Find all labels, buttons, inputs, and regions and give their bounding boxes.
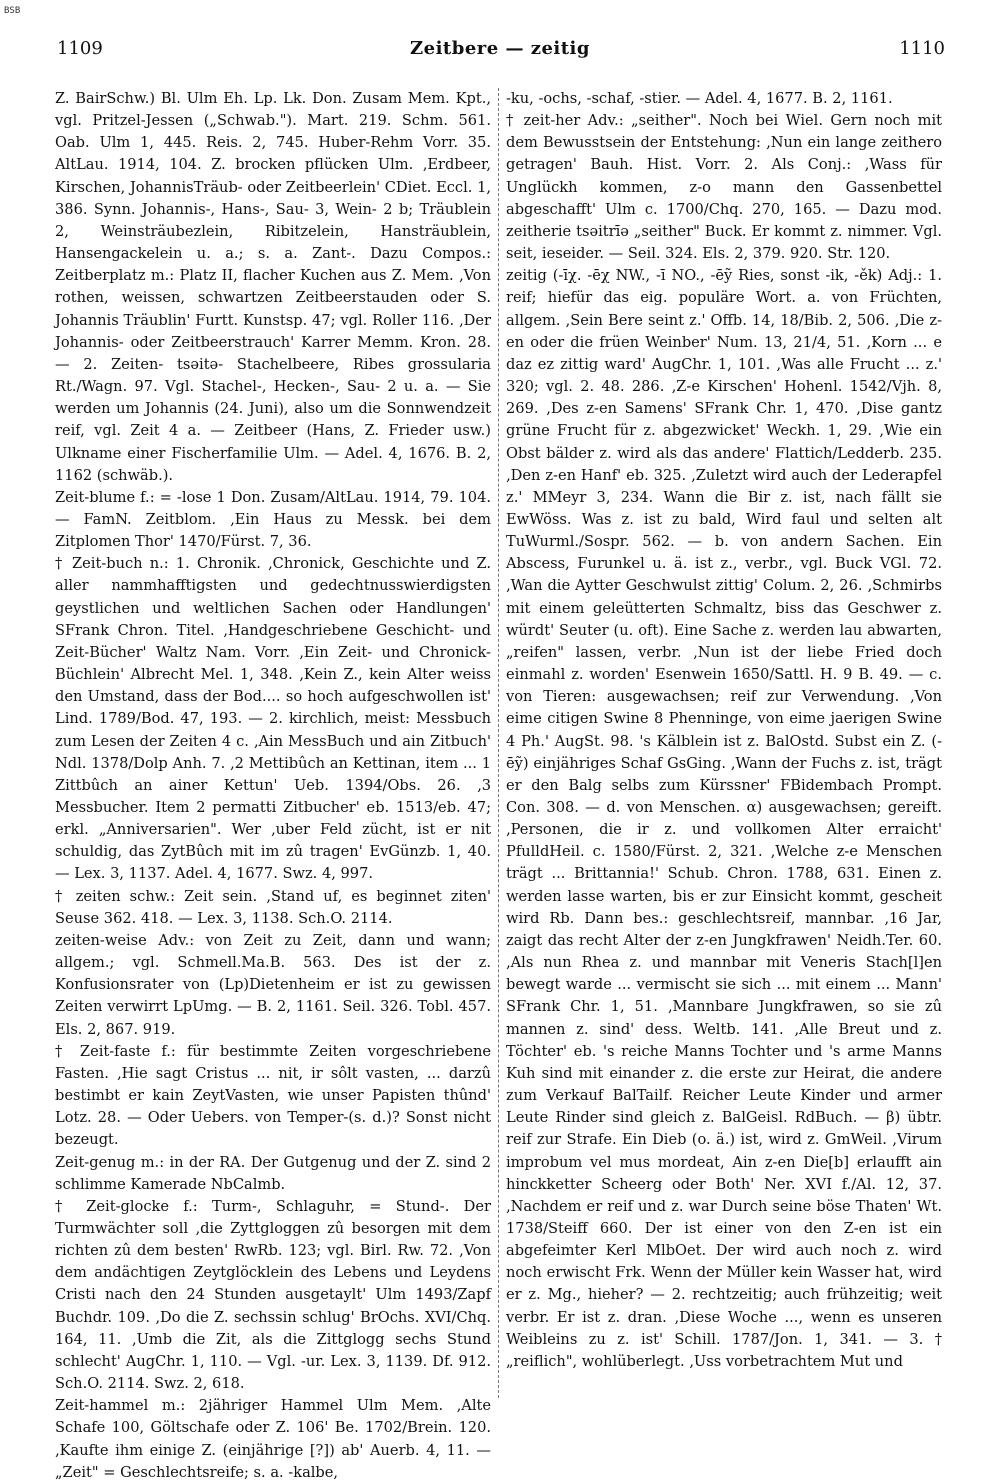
dictionary-entry: † Zeit-glocke f.: Turm-, Schlaguhr, = Stund-. Der Turmwächter soll ‚die Zyttgloggen zû besorgen mit dem richten zû dem besten' RwRb. 123; vgl. Birl. Rw. 72. ‚Von dem andächtigen Zeytglöcklein des Lebens und Leydens Cristi nach den 24 Stunden ausgetaylt' Ulm 1493/Zapf Buchdr. 109. ‚Do die Z. sechssin schlug' BrOchs. XVI/Chq. 164, 11. ‚Umb die Zit, als die Zittglogg sechs Stund schlecht' AugChr. 1, 110. — Vgl. -ur. Lex. 3, 1139. Df. 912. Sch.O. 2114. Swz. 2, 618. (55, 1197, 491, 1393)
page-number-left: 1109 (57, 38, 103, 59)
dictionary-entry: Zeit-genug m.: in der RA. Der Gutgenug und der Z. sind 2 schlimme Kamerade NbCalmb. (55, 1153, 491, 1193)
dictionary-entry: † zeiten schw.: Zeit sein. ‚Stand uf, es beginnet ziten' Seuse 362. 418. — Lex. 3, 1138. Sch.O. 2114. (55, 887, 491, 927)
library-stamp: BSB (4, 6, 21, 16)
left-column (55, 88, 491, 1481)
column-divider (498, 88, 499, 1398)
dictionary-entry: † Zeit-faste f.: für bestimmte Zeiten vorgeschriebene Fasten. ‚Hie sagt Cristus ... nit, ir sôlt vasten, ... darzû bestimbt er kain ZeytVasten, wie unser Papisten thûnd' Lotz. 28. — Oder Uebers. von Temper-(s. d.)? Sonst nicht bezeugt. (55, 1042, 491, 1149)
dictionary-entry: -ku, -ochs, -schaf, -stier. — Adel. 4, 1677. B. 2, 1161. (506, 90, 893, 107)
dictionary-entry: Z. BairSchw.) Bl. Ulm Eh. Lp. Lk. Don. Zusam Mem. Kpt., vgl. Pritzel-Jessen („Schwab."). Mart. 219. Schm. 561. Oab. Ulm 1, 445. Reis. 2, 745. Huber-Rehm Vorr. 35. AltLau. 1914, 104. Z. brocken pflücken Ulm. ‚Erdbeer, Kirschen, JohannisTräub- oder Zeitbeerlein' CDiet. Eccl. 1, 386. Synn. Johannis-, Hans-, Sau- 3, Wein- 2 b; Träublein 2, Weinsträubezlein, Ribitzelein, Hansträublein, Hansengackelein u. a.; s. a. Zant-. Dazu Compos.: Zeitberplatz m.: Platz II, flacher Kuchen aus Z. Mem. ‚Von rothen, weissen, schwartzen Zeitbeerstauden oder S. Johannis Träublin' Furtt. Kunstsp. 47; vgl. Roller 116. ‚Der Johannis- oder Zeitbeerstrauch' Karrer Memm. Kron. 28. — 2. Zeiten- tsəitə- Stachelbeere, Ribes grossularia Rt./Wagn. 97. Vgl. Stachel-, Hecken-, Sau- 2 u. a. — Sie werden um Johannis (24. Juni), also um die Sonnwendzeit reif, vgl. Zeit 4 a. — Zeitbeer (Hans, Z. Frieder usw.) Ulkname einer Fischerfamilie Ulm. — Adel. 4, 1676. B. 2, 1162 (schwäb.). (55, 90, 491, 484)
dictionary-entry: Zeit-blume f.: = -lose 1 Don. Zusam/AltLau. 1914, 79. 104. — FamN. Zeitblom. ‚Ein Haus zu Messk. bei dem Zitplomen Thor' 1470/Fürst. 7, 36. (55, 488, 491, 551)
dictionary-entry: † zeit-her Adv.: „seither". Noch bei Wiel. Gern noch mit dem Bewusstsein der Entstehung: ‚Nun ein lange zeithero getragen' Bauh. Hist. Vorr. 2. Als Conj.: ‚Wass für Unglückh kommen, z-o mann den Gassenbettel abgeschafft' Ulm c. 1700/Chq. 270, 165. — Dazu mod. zeitherie tsəitrīə „seither" Buck. Er kommt z. nimmer. Vgl. seit, ieseider. — Seil. 324. Els. 2, 379. 920. Str. 120. (506, 112, 942, 263)
dictionary-entry: zeitig (-īχ. -ēχ NW., -ī NO., -ēỹ Ries, sonst -ik, -ěk) Adj.: 1. reif; hiefür das eig. populäre Wort. a. von Früchten, allgem. ‚Sein Bere seint z.' Offb. 14, 18/Bib. 2, 506. ‚Die z-en oder die früen Weinber' Num. 13, 21/4, 51. ‚Korn ... e daz ez zittig ward' AugChr. 1, 101. ‚Was alle Frucht ... z.' 320; vgl. 2. 48. 286. ‚Z-e Kirschen' Hohenl. 1542/Vjh. 8, 269. ‚Des z-en Samens' SFrank Chr. 1, 470. ‚Dise gantz grüne Frucht für z. abgezwicket' Weckh. 1, 29. ‚Wie ein Obst bälder z. wird als das andere' Flattich/Ledderb. 235. ‚Den z-en Hanf' eb. 325. ‚Zuletzt wird auch der Lederapfel z.' MMeyr 3, 234. Wann die Bir z. ist, nach fällt sie EwWöss. Was z. ist zu bald, Wird faul und selten alt TuWurml./Sospr. 562. — b. von andern Sachen. Ein Abscess, Furunkel u. ä. ist z., verbr., vgl. Buck VGl. 72. ‚Wan die Aytter Geschwulst zittig' Colum. 2, 26. ‚Schmirbs mit einem geleütterten Schmaltz, biss das Geschwer z. würdt' Seuter (u. oft). Eine Sache z. werden lau abwarten, „reifen" lassen, verbr. ‚Nun ist der liebe Fried doch einmahl z. worden' Esenwein 1650/Sattl. H. 9 B. 49. — c. von Tieren: ausgewachsen; reif zur Verwendung. ‚Von eime citigen Swine 8 Phenninge, von eime jaerigen Swine 4 Ph.' AugSt. 98. 's Kälblein ist z. BalOstd. Subst ein Z. (-ēỹ) einjähriges Schaf GsGing. ‚Wann der Fuchs z. ist, trägt er den Balg selbs zum Kürssner' FBidembach Prompt. Con. 308. — d. von Menschen. α) ausgewachsen; gereift. ‚Personen, die ir z. und vollkomen Alter erraicht' PfulldHeil. c. 1580/Fürst. 2, 321. ‚Welche z-e Menschen trägt ... Brittannia!' Schub. Chron. 1788, 631. Einen z. werden lasse warten, bis er zur Einsicht kommt, gescheit wird Rb. Dann bes.: geschlechtsreif, mannbar. ‚16 Jar, zaigt das recht Alter der z-en Jungkfrawen' Neidh.Ter. 60. ‚Als nun Rhea z. und mannbar mit Veneris Stach[l]en bewegt warde ... vermischt sie sich ... mit einem ... Mann' SFrank Chr. 1, 51. ‚Mannbare Jungkfrawen, so sie zû mannen z. sind' dess. Weltb. 141. ‚Alle Breut und z. Töchter' eb. 's reiche Manns Tochter und 's arme Manns Kuh sind mit einander z. die erste zur Heirat, die andere zum Verkauf BalTailf. Reicher Leute Kinder und armer Leute Rinder sind gleich z. BalGeisl. RdBuch. — β) übtr. reif zur Strafe. Ein Dieb (o. ä.) ist, wird z. GmWeil. ‚Virum improbum vel mus mordeat, Ain z-en Die[b] erlaufft ain hinckketter Scheerg oder Both' Ner. XVI f./Al. 12, 37. ‚Nachdem er reif und z. war Durch seine böse Thaten' Wt. 1738/Steiff 660. Der ist einer von den Z-en ist ein abgefeimter Kerl MlbOet. Der wird auch noch z. wird noch erwischt Frk. Wenn der Müller kein Wasser hat, wird er z. Mg., hieher? — 2. rechtzeitig; auch frühzeitig; weit verbr. Er ist z. dran. ‚Diese Woche ..., wenn es unseren Weibleins zu z. ist' Schill. 1787/Jon. 1, 341. — 3. † „reiflich", wohlüberlegt. ‚Uss vorbetrachtem Mut und (506, 267, 942, 1370)
running-title: Zeitbere — zeitig (409, 38, 590, 59)
dictionary-entry: Zeit-hammel m.: 2jähriger Hammel Ulm Mem. ‚Alte Schafe 100, Göltschafe oder Z. 106' Be. 1702/Brein. 120. ‚Kaufte ihm einige Z. (einjährige [?]) ab' Auerb. 4, 11. — „Zeit" = Geschlechtsreife; s. a. -kalbe, (55, 1397, 491, 1481)
dictionary-entry: zeiten-weise Adv.: von Zeit zu Zeit, dann und wann; allgem.; vgl. Schmell.Ma.B. 563. Des ist der z. Konfusionsrater von (Lp)Dietenheim er ist zu gewissen Zeiten verwirrt LpUmg. — B. 2, 1161. Seil. 326. Tobl. 457. Els. 2, 867. 919. (55, 931, 491, 1038)
page-number-right: 1110 (899, 38, 945, 59)
dictionary-entry: † Zeit-buch n.: 1. Chronik. ‚Chronick, Geschichte und Z. aller nammhafftigsten und gedechtnusswierdigsten geystlichen und weltlichen Sachen oder Handlungen' SFrank Chron. Titel. ‚Handgeschriebene Geschicht- und Zeit-Bücher' Waltz Nam. Vorr. ‚Ein Zeit- und Chronick-Büchlein' Albrecht Mel. 1, 348. ‚Kein Z., kein Alter weiss den Umstand, dass der Bod.... so hoch aufgeschwollen ist' Lind. 1789/Bod. 47, 193. — 2. kirchlich, meist: Messbuch zum Lesen der Zeiten 4 c. ‚Ain MessBuch und ain Zitbuch' Ndl. 1378/Dolp Anh. 7. ‚2 Mettibûch an Kettinan, item ... 1 Zittbûch an ainer Kettun' Ueb. 1394/Obs. 26. ‚3 Messbucher. Item 2 permatti Zitbucher' eb. 1513/eb. 47; erkl. „Anniversarien". Wer ‚uber Feld zücht, ist er nit schuldig, das ZytBûch mit im zû tragen' EvGünzb. 1, 40. — Lex. 3, 1137. Adel. 4, 1677. Swz. 4, 997. (55, 555, 491, 883)
right-column (506, 88, 942, 1403)
